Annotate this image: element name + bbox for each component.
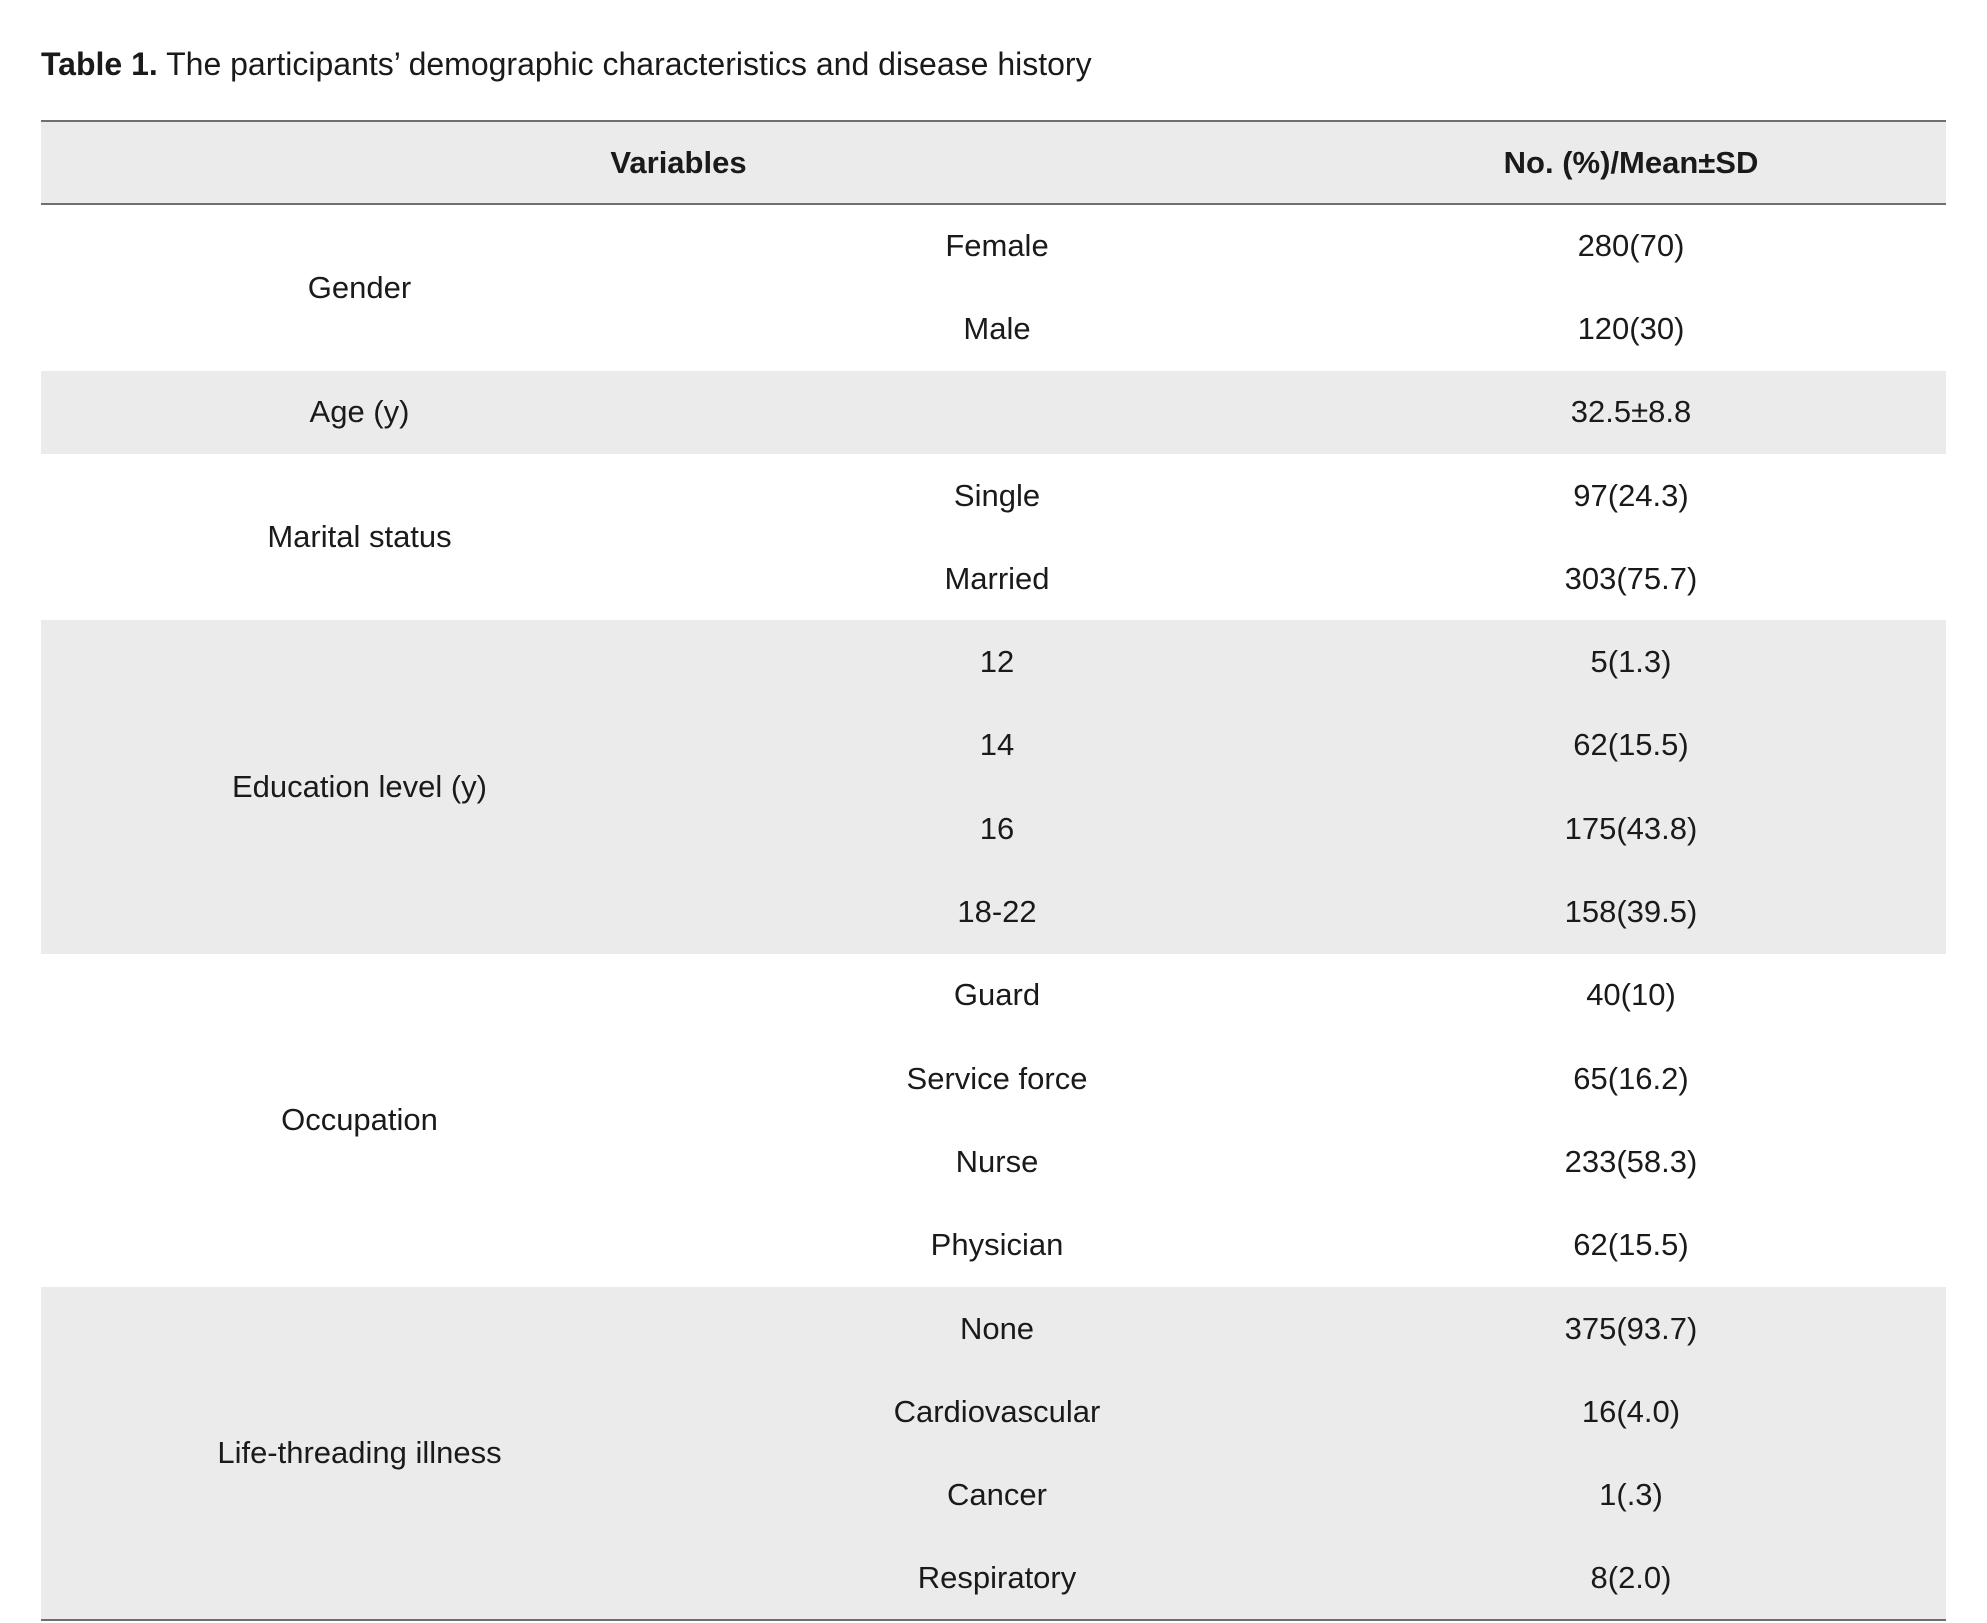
table-row	[41, 1287, 1946, 1370]
table-caption	[41, 42, 1092, 86]
value-cell: 120(30)	[1577, 310, 1685, 346]
sub-label: 18-22	[678, 870, 1316, 953]
value-cell: 65(16.2)	[1573, 1060, 1689, 1096]
group-label-marital-status: Marital status	[267, 519, 452, 555]
header-row	[41, 121, 1946, 204]
value-cell: 303(75.7)	[1564, 560, 1698, 596]
value-cell: 40(10)	[1586, 977, 1676, 1013]
value-cell: 32.5±8.8	[1316, 371, 1946, 454]
header-value: No. (%)/Mean±SD	[1316, 121, 1946, 204]
value-cell: 375(93.7)	[1316, 1287, 1946, 1370]
sub-label: 16	[678, 787, 1316, 870]
group-label-education-level: Education level (y)	[41, 620, 678, 953]
value-cell: 5(1.3)	[1316, 620, 1946, 703]
sub-label: Cancer	[678, 1453, 1316, 1536]
sub-label: Nurse	[955, 1143, 1039, 1179]
sub-label: 12	[678, 620, 1316, 703]
value-cell: 1(.3)	[1316, 1453, 1946, 1536]
table-row	[41, 204, 1946, 287]
value-cell: 16(4.0)	[1316, 1370, 1946, 1453]
group-label-gender: Gender	[307, 269, 412, 305]
sub-label: Cardiovascular	[678, 1370, 1316, 1453]
group-label-life-threading-illness: Life-threading illness	[41, 1287, 678, 1620]
sub-label: Female	[945, 228, 1049, 264]
sub-label	[678, 371, 1316, 454]
sub-label: Physician	[930, 1227, 1064, 1263]
caption-text: The participants’ demographic characteristics and disease history	[166, 46, 1092, 82]
table-row	[41, 954, 1946, 1037]
group-label-age: Age (y)	[41, 371, 678, 454]
table-row	[41, 371, 1946, 454]
value-cell: 62(15.5)	[1573, 1227, 1689, 1263]
demographics-table	[41, 120, 1946, 1621]
value-cell: 175(43.8)	[1316, 787, 1946, 870]
header-variables: Variables	[41, 121, 1316, 204]
sub-label: Service force	[906, 1060, 1088, 1096]
sub-label: 14	[678, 704, 1316, 787]
sub-label: Respiratory	[678, 1537, 1316, 1620]
value-cell: 280(70)	[1577, 228, 1685, 264]
sub-label: None	[678, 1287, 1316, 1370]
table-row	[41, 454, 1946, 537]
sub-label: Male	[963, 310, 1031, 346]
sub-label: Married	[944, 560, 1050, 596]
sub-label: Guard	[953, 977, 1041, 1013]
value-cell: 158(39.5)	[1316, 870, 1946, 953]
group-label-occupation: Occupation	[281, 1102, 438, 1138]
caption-label: Table 1.	[41, 46, 158, 82]
value-cell: 62(15.5)	[1316, 704, 1946, 787]
sub-label: Single	[953, 477, 1041, 513]
value-cell: 97(24.3)	[1573, 477, 1689, 513]
table-row	[41, 620, 1946, 703]
value-cell: 8(2.0)	[1316, 1537, 1946, 1620]
value-cell: 233(58.3)	[1564, 1143, 1698, 1179]
